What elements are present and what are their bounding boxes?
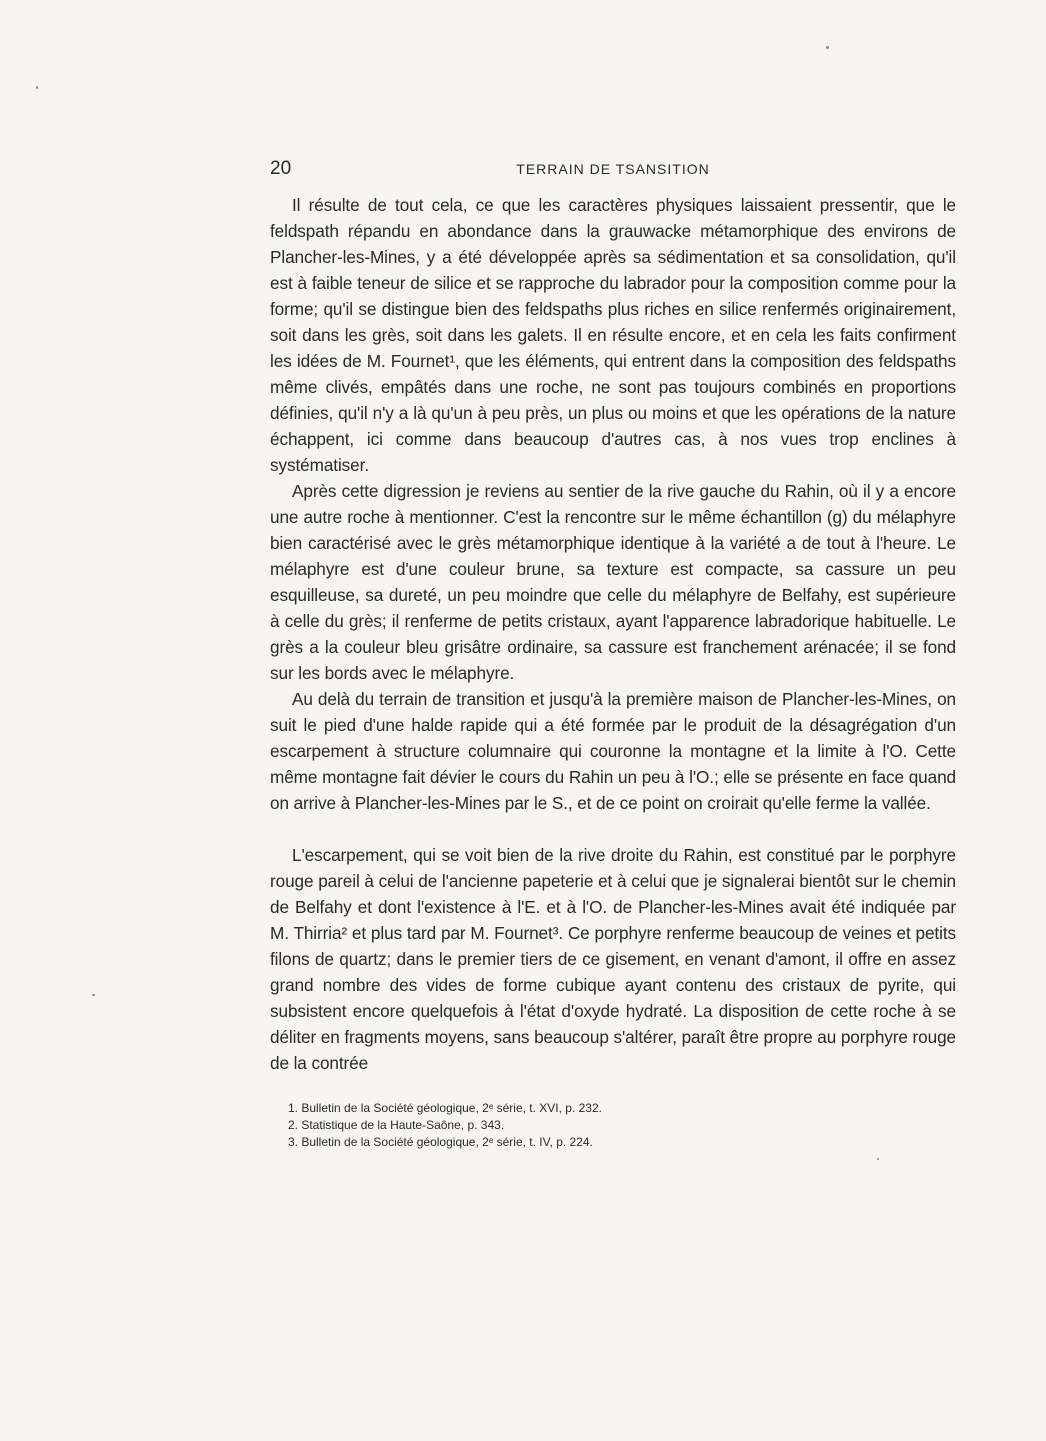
footnote: 1. Bulletin de la Société géologique, 2ᵉ série, t. XVI, p. 232. xyxy=(288,1101,602,1115)
paper-speck xyxy=(877,1158,879,1160)
body-text xyxy=(270,192,956,1076)
footnote: 2. Statistique de la Haute-Saône, p. 343. xyxy=(288,1118,505,1132)
page-header xyxy=(270,158,956,182)
paper-speck xyxy=(36,86,38,89)
paragraph: Il résulte de tout cela, ce que les caractères physiques laissaient pressentir, que le feldspath répandu en abondance dans la grauwacke métamorphique des environs de Plancher-les-Mines, y a été développée après sa sédimentation et sa consolidation, qu'il est à faible teneur de silice et se rapproche du labrador pour la composition comme pour la forme; qu'il se distingue bien des feldspaths plus riches en silice renfermés originairement, soit dans les grès, soit dans les galets. Il en résulte encore, et en cela les faits confirment les idées de M. Fournet¹, que les éléments, qui entrent dans la composition des feldspaths même clivés, empâtés dans une roche, ne sont pas toujours combinés en proportions définies, qu'il n'y a là qu'un à peu près, un plus ou moins et que les opérations de la nature échappent, ici comme dans beaucoup d'autres cas, à nos vues trop enclines à systématiser. xyxy=(270,195,956,475)
footnote: 3. Bulletin de la Société géologique, 2ᵉ série, t. IV, p. 224. xyxy=(288,1135,593,1149)
footnotes xyxy=(288,1100,888,1151)
paper-speck xyxy=(826,46,829,49)
paper-speck xyxy=(92,994,95,996)
running-title: TERRAIN DE TSANSITION xyxy=(516,161,710,177)
paragraph: L'escarpement, qui se voit bien de la rive droite du Rahin, est constitué par le porphyre rouge pareil à celui de l'ancienne papeterie et à celui que je signalerai bientôt sur le chemin de Belfahy et dont l'existence à l'E. et à l'O. de Plancher-les-Mines avait été indiquée par M. Thirria² et plus tard par M. Fournet³. Ce porphyre renferme beaucoup de veines et petits filons de quartz; dans le premier tiers de ce gisement, en venant d'amont, il offre en assez grand nombre des vides de forme cubique ayant contenu des cristaux de pyrite, qui subsistent encore quelquefois à l'état d'oxyde hydraté. La disposition de cette roche à se déliter en fragments moyens, sans beaucoup s'altérer, paraît être propre au porphyre rouge de la contrée xyxy=(270,845,957,1073)
paragraph: Au delà du terrain de transition et jusqu'à la première maison de Plancher-les-Mines, on suit le pied d'une halde rapide qui a été formée par le produit de la désagrégation d'un escarpement à structure columnaire qui couronne la montagne et la limite à l'O. Cette même montagne fait dévier le cours du Rahin un peu à l'O.; elle se présente en face quand on arrive à Plancher-les-Mines par le S., et de ce point on croirait qu'elle ferme la vallée. xyxy=(270,689,956,813)
paragraph: Après cette digression je reviens au sentier de la rive gauche du Rahin, où il y a encore une autre roche à mentionner. C'est la rencontre sur le même échantillon (g) du mélaphyre bien caractérisé avec le grès métamorphique identique à la variété a de tout à l'heure. Le mélaphyre est d'une couleur brune, sa texture est compacte, sa cassure un peu esquilleuse, sa dureté, un peu moindre que celle du mélaphyre de Belfahy, est supérieure à celle du grès; il renferme de petits cristaux, ayant l'apparence labradorique habituelle. Le grès a la couleur bleu grisâtre ordinaire, sa cassure est franchement arénacée; il se fond sur les bords avec le mélaphyre. xyxy=(270,481,956,683)
page-number: 20 xyxy=(270,158,292,179)
